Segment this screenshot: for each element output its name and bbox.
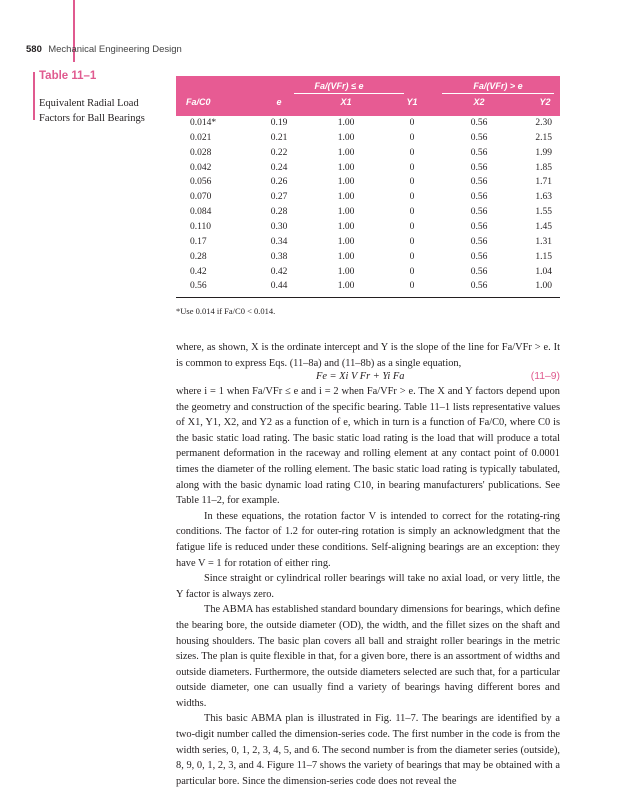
table-cell: 1.00: [337, 266, 355, 277]
table-cell: 0: [409, 147, 415, 158]
equation-number: (11–9): [530, 371, 560, 382]
table-cell: 0.56: [470, 177, 488, 188]
table-cell: 0: [409, 177, 415, 188]
table-cell: 0.22: [270, 147, 288, 158]
intro-text: where, as shown, X is the ordinate intercept and Y is the slope of the line for Fa/VFr > e. It is common to express Eqs. (11–8a) and (11–8b) as a single equation,: [176, 342, 560, 369]
table-cell: 0.44: [270, 281, 288, 292]
table-cell: 0.56: [470, 162, 488, 173]
col-header-fac0: Fa/C0: [186, 97, 211, 107]
group-header-2: Fa/(VFr) > e: [473, 81, 523, 91]
table-cell: 0.28: [270, 207, 288, 218]
table-cell: 0.056: [190, 177, 212, 188]
table-cell: 2.15: [535, 132, 552, 143]
table-cell: 0.021: [190, 132, 212, 143]
caption-line: Equivalent Radial Load: [39, 98, 139, 109]
table-cell: 1.00: [337, 177, 355, 188]
table-cell: 0.42: [270, 266, 288, 277]
table-bottom-rule: [176, 297, 560, 298]
table-cell: 1.04: [535, 266, 552, 277]
table-cell: 0.56: [470, 207, 488, 218]
table-cell: 0: [409, 132, 415, 143]
page-number: 580: [26, 44, 42, 55]
running-title: Mechanical Engineering Design: [48, 44, 182, 55]
col-header-x1: X1: [340, 97, 352, 107]
table-cell: 0.24: [270, 162, 288, 173]
table-label: Table 11–1: [39, 70, 97, 82]
table-cell: 0: [409, 221, 415, 232]
table-cell: 1.63: [535, 192, 552, 203]
col-header-e: e: [276, 97, 282, 107]
table-cell: 0.56: [470, 147, 488, 158]
table-cell: 1.00: [337, 207, 355, 218]
group-header-1: Fa/(VFr) ≤ e: [314, 81, 364, 91]
table-cell: 0: [409, 281, 415, 292]
table-cell: 0.19: [270, 118, 288, 128]
table-cell: 0.17: [190, 236, 207, 247]
table-cell: 0: [409, 118, 415, 128]
table-cell: 0.56: [470, 266, 488, 277]
table-cell: 1.15: [535, 251, 552, 262]
table-cell: 1.45: [535, 221, 552, 232]
table-cell: 0: [409, 251, 415, 262]
table-cell: 0.27: [270, 192, 288, 203]
table-cell: 1.55: [535, 207, 552, 218]
table-cell: 0: [409, 192, 415, 203]
table-cell: 1.00: [337, 281, 355, 292]
table-cell: 0.56: [190, 281, 207, 292]
paragraph: This basic ABMA plan is illustrated in Fig. 11–7. The bearings are identified by a two-digit number called the dimension-series code. The first number in the code is from the width series, 0, 1, 2, 3, 4, 5, and 6. The second number is from the diameter series (outside), 8, 9, 0, 1, 2, 3, and 4. Figure 11–7 shows the variety of bearings that may be obtained with a particular bore. Since the dimension-series code does not reveal the: [176, 713, 560, 787]
table-caption: [39, 97, 145, 127]
table-cell: 0.028: [190, 147, 212, 158]
group-underline: [442, 93, 554, 94]
col-header-x2: X2: [473, 97, 485, 107]
table-cell: 0: [409, 207, 415, 218]
table-cell: 1.71: [535, 177, 552, 188]
table-side-rule: [33, 72, 35, 120]
table-cell: 0: [409, 266, 415, 277]
page-header: [26, 44, 182, 55]
table-cell: 1.99: [535, 147, 552, 158]
table-cell: 0.56: [470, 281, 488, 292]
paragraph: where i = 1 when Fa/VFr ≤ e and i = 2 when Fa/VFr > e. The X and Y factors depend upon the geometry and construction of the specific bearing. Table 11–1 lists representative values of X1, Y1, X2, and Y2 as a function of e, which in turn is a function of Fa/C0, where C0 is the basic static load rating. The basic static load rating is the load that will produce a total permanent deformation in the raceway and rolling element at any contact point of 0.0001 times the diameter of the rolling element. The basic static load rating is typically tabulated, along with the basic dynamic load rating C10, in bearing manufacturers' publications. See Table 11–2, for example.: [176, 386, 560, 507]
equation-formula: Fe = Xi V Fr + Yi Fa: [316, 371, 405, 382]
table-cell: 1.31: [535, 236, 552, 247]
table-cell: 0.21: [270, 132, 288, 143]
table-cell: 0.042: [190, 162, 212, 173]
table-cell: 1.00: [535, 281, 552, 292]
caption-line: Factors for Ball Bearings: [39, 112, 145, 124]
table-cell: 0.34: [270, 236, 288, 247]
table-cell: 0.56: [470, 251, 488, 262]
table-cell: 0.56: [470, 236, 488, 247]
table-header: [176, 76, 560, 116]
col-header-y2: Y2: [539, 97, 551, 107]
intro-paragraph: [176, 340, 560, 371]
table-cell: 0.30: [270, 221, 288, 232]
paragraph: In these equations, the rotation factor V is intended to correct for the rotating-ring conditions. The factor of 1.2 for outer-ring rotation is simply an acknowledgment that the fatigue life is reduced under these conditions. Self-aligning bearings are an exception: they have V = 1 for rotation of either ring.: [176, 510, 560, 569]
table-cell: 0.26: [270, 177, 288, 188]
table-cell: 1.00: [337, 251, 355, 262]
table-cell: 2.30: [535, 118, 552, 128]
table-cell: 0.070: [190, 192, 212, 203]
table-cell: 1.00: [337, 236, 355, 247]
table-footnote: *Use 0.014 if Fa/C0 < 0.014.: [176, 306, 276, 316]
table-cell: 0.56: [470, 192, 488, 203]
table-cell: 1.00: [337, 221, 355, 232]
table-cell: 0.56: [470, 221, 488, 232]
table-cell: 0.28: [190, 251, 207, 262]
table-cell: 1.00: [337, 162, 355, 173]
table-cell: 0.42: [190, 266, 207, 277]
table-cell: 0.56: [470, 132, 488, 143]
table-cell: 0.110: [190, 221, 212, 232]
table-cell: 1.85: [535, 162, 552, 173]
table-cell: 0: [409, 162, 415, 173]
table-cell: 1.00: [337, 132, 355, 143]
table-cell: 1.00: [337, 192, 355, 203]
table-cell: 0.38: [270, 251, 288, 262]
table-cell: 1.00: [337, 118, 355, 128]
table-cell: 0.084: [190, 207, 212, 218]
body-paragraphs: [176, 384, 560, 789]
paragraph: Since straight or cylindrical roller bearings will take no axial load, or very little, the Y factor is always zero.: [176, 573, 560, 600]
table-cell: 1.00: [337, 147, 355, 158]
group-underline: [294, 93, 404, 94]
table-cell: 0.56: [470, 118, 488, 128]
table-cell: 0.014*: [190, 118, 217, 128]
table-cell: 0: [409, 236, 415, 247]
col-header-y1: Y1: [406, 97, 418, 107]
paragraph: The ABMA has established standard boundary dimensions for bearings, which define the bearing bore, the outside diameter (OD), the width, and the fillet sizes on the shaft and housing shoulders. The basic plan covers all ball and straight roller bearings in the metric sizes. The plan is quite flexible in that, for a given bore, there is an assortment of widths and outside diameters. Furthermore, the outside diameters selected are such that, for a particular outside diameter, one can usually find a variety of bearings having different bores and widths.: [176, 604, 560, 709]
